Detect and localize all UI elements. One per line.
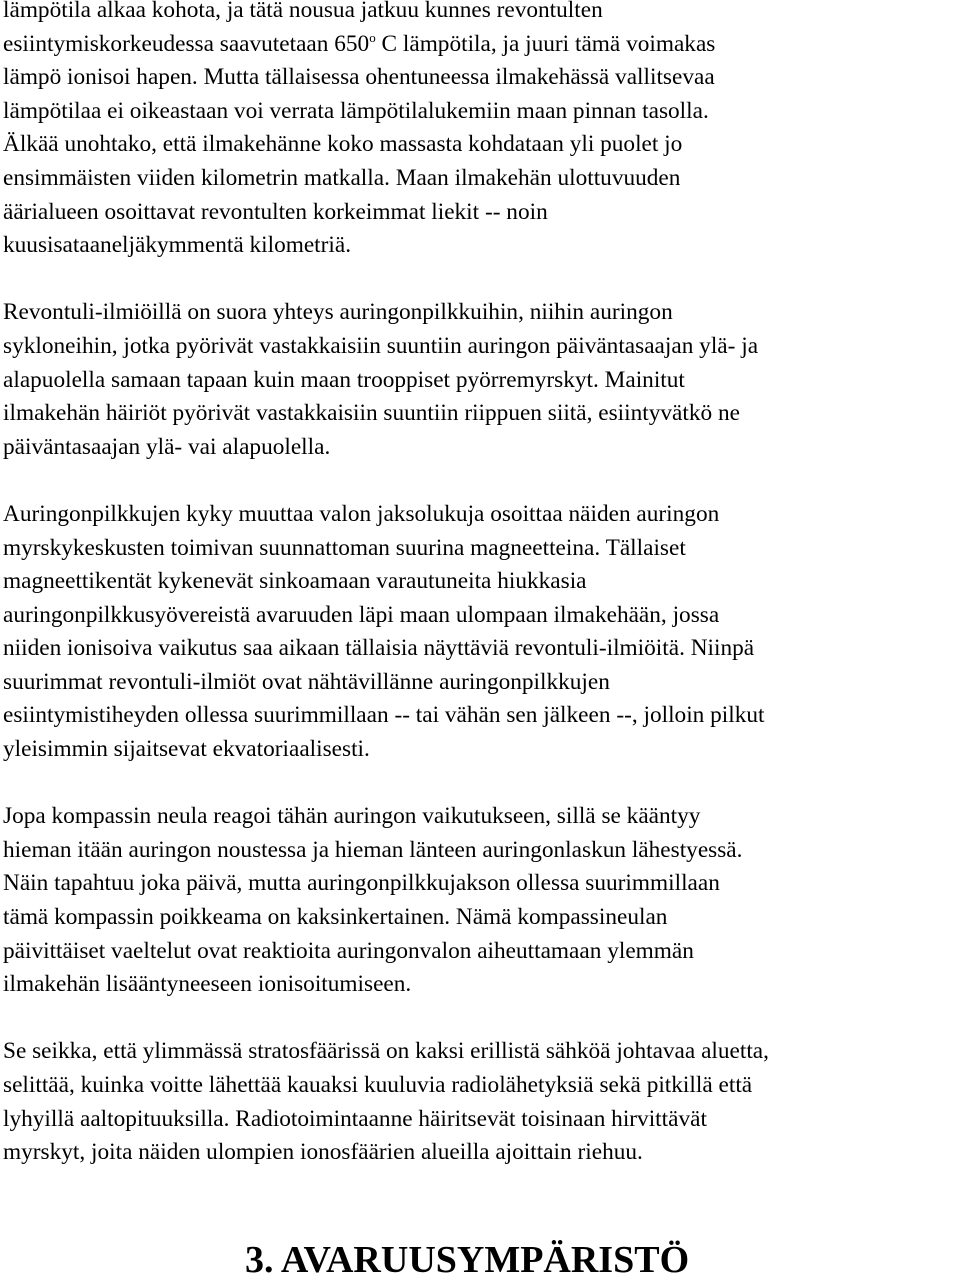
text-line: ilmakehän häiriöt pyörivät vastakkaisiin suuntiin riippuen siitä, esiintyvätkö ne [3, 400, 740, 427]
text-line: yleisimmin sijaitsevat ekvatoriaalisesti. [3, 736, 370, 763]
text-line: kuusisataaneljäkymmentä kilometriä. [3, 232, 352, 259]
text-line: auringonpilkkusyövereistä avaruuden läpi maan ulompaan ilmakehään, jossa [3, 601, 720, 628]
paragraph-aurora-temperature [3, 0, 960, 263]
text-line: hieman itään auringon noustessa ja hieman länteen auringonlaskun lähestyessä. [3, 836, 743, 863]
text-line: suurimmat revontuli-ilmiöt ovat nähtävillänne auringonpilkkujen [3, 668, 610, 695]
degree-superscript: o [369, 29, 376, 45]
document-body [3, 0, 960, 1170]
text-line: ilmakehän lisääntyneeseen ionisoitumiseen. [3, 971, 412, 998]
text-line: lämpötilaa ei oikeastaan voi verrata lämpötilalukemiin maan pinnan tasolla. [3, 97, 709, 124]
text-line: esiintymistiheyden ollessa suurimmillaan -- tai vähän sen jälkeen --, jolloin pilkut [3, 702, 765, 729]
text-line: äärialueen osoittavat revontulten korkeimmat liekit -- noin [3, 198, 548, 225]
text-line: Auringonpilkkujen kyky muuttaa valon jaksolukuja osoittaa näiden auringon [3, 500, 720, 527]
paragraph-ionosphere-radio [3, 1035, 960, 1169]
text-segment: C lämpötila, ja juuri tämä voimakas [375, 30, 716, 57]
text-line: päivittäiset vaeltelut ovat reaktioita auringonvalon aiheuttamaan ylemmän [3, 937, 694, 964]
text-line: lyhyillä aaltopituuksilla. Radiotoimintaanne häiritsevät toisinaan hirvittävät [3, 1105, 707, 1132]
text-line: Revontuli-ilmiöillä on suora yhteys auringonpilkkuihin, niihin auringon [3, 299, 673, 326]
text-line: alapuolella samaan tapaan kuin maan trooppiset pyörremyrskyt. Mainitut [3, 366, 685, 393]
text-line: magneettikentät kykenevät sinkoamaan varautuneita hiukkasia [3, 568, 587, 595]
paragraph-compass [3, 800, 960, 1002]
text-line: tämä kompassin poikkeama on kaksinkertainen. Nämä kompassineulan [3, 904, 668, 931]
text-line: myrskykeskusten toimivan suunnattoman suurina magneetteina. Tällaiset [3, 534, 686, 561]
paragraph-sunspot-magnets [3, 498, 960, 767]
text-line: sykloneihin, jotka pyörivät vastakkaisiin suuntiin auringon päiväntasaajan ylä- ja [3, 332, 759, 359]
text-line: lämpötila alkaa kohota, ja tätä nousua jatkuu kunnes revontulten [3, 0, 603, 23]
text-line-with-degree [3, 28, 960, 62]
text-segment: esiintymiskorkeudessa saavutetaan 650 [3, 30, 370, 57]
text-line: niiden ionisoiva vaikutus saa aikaan tällaisia näyttäviä revontuli-ilmiöitä. Niinpä [3, 635, 755, 662]
text-line: lämpö ionisoi hapen. Mutta tällaisessa ohentuneessa ilmakehässä vallitsevaa [3, 64, 715, 91]
text-line: selittää, kuinka voitte lähettää kauaksi kuuluvia radiolähetyksiä sekä pitkillä että [3, 1072, 753, 1098]
text-line: Jopa kompassin neula reagoi tähän auringon vaikutukseen, sillä se kääntyy [3, 803, 701, 830]
text-line: ensimmäisten viiden kilometrin matkalla. Maan ilmakehän ulottuvuuden [3, 164, 681, 191]
section-heading: 3. AVARUUSYMPÄRISTÖ [245, 1239, 690, 1281]
text-line: päiväntasaajan ylä- vai alapuolella. [3, 433, 331, 460]
text-line: Näin tapahtuu joka päivä, mutta auringonpilkkujakson ollessa suurimmillaan [3, 870, 720, 897]
text-line: myrskyt, joita näiden ulompien ionosfäärien alueilla ajoittain riehuu. [3, 1139, 643, 1166]
text-line: Älkää unohtako, että ilmakehänne koko massasta kohdataan yli puolet jo [3, 131, 683, 158]
paragraph-sunspot-cyclones [3, 296, 960, 464]
text-line: Se seikka, että ylimmässä stratosfäärissä on kaksi erillistä sähköä johtavaa aluetta, [3, 1038, 769, 1065]
